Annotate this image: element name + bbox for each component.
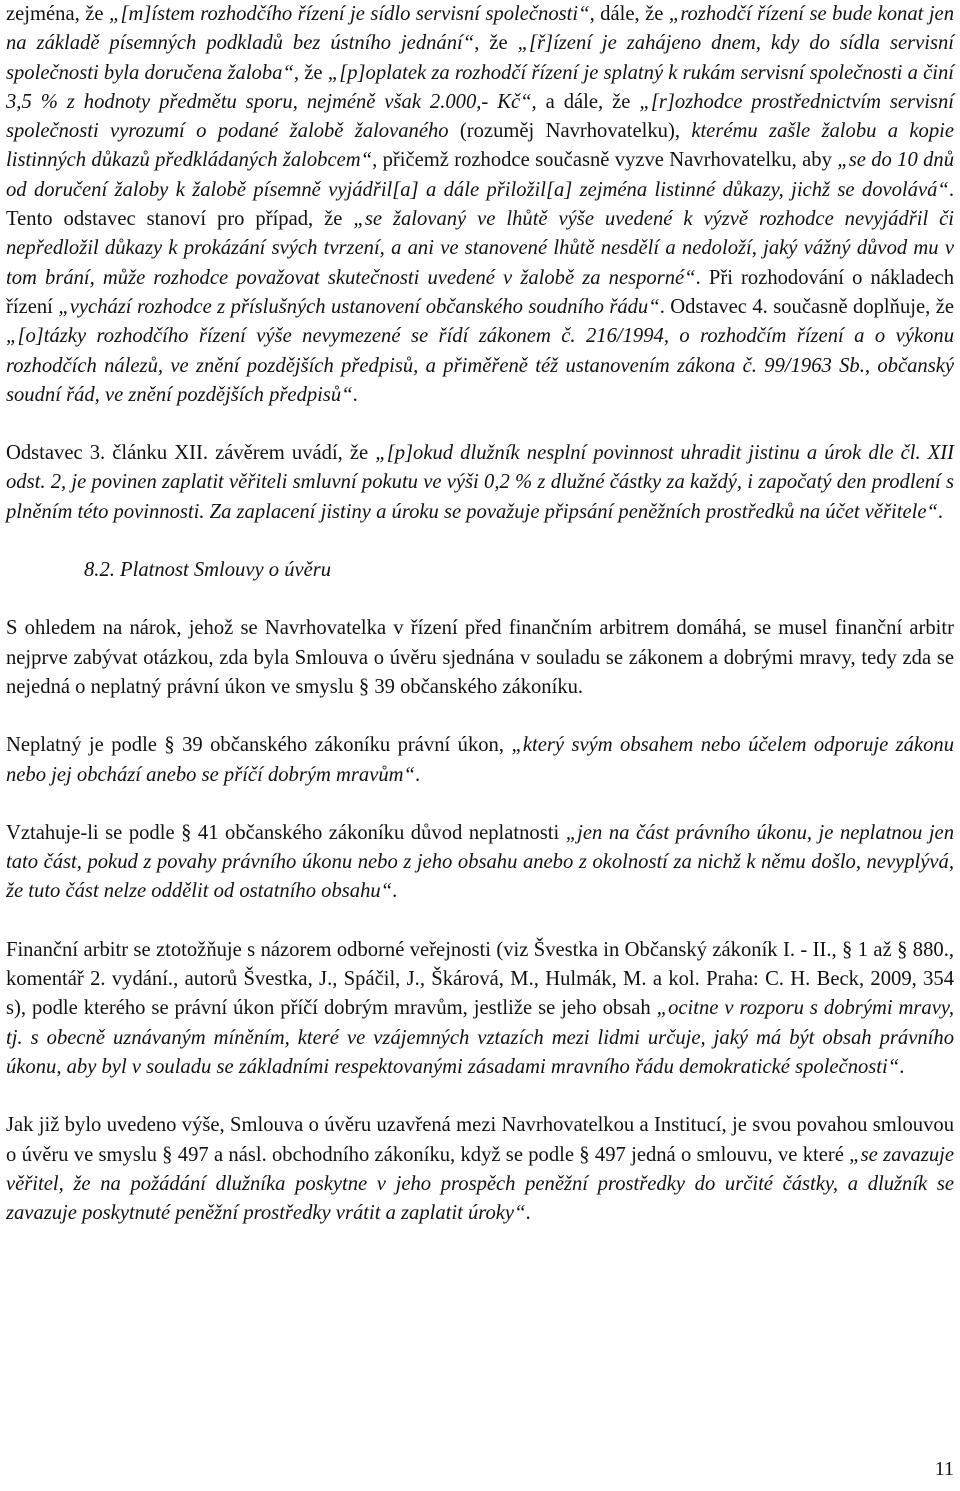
- body-text: Neplatný je podle § 39 občanského zákoníku právní úkon,: [6, 734, 512, 757]
- section-heading: 8.2. Platnost Smlouvy o úvěru: [84, 559, 332, 582]
- quoted-text: „se žalovaný ve lhůtě výše uvedené k výzvě rozhodce nevyjádřil či nepředložil důkazy k prokázání svých tvrzení, a ani ve stanovené lhůtě nesdělí a nedoloží, jaký vážný důvod mu v tom brání, může rozhodce považovat skutečnosti uvedené v žalobě za nesporné“: [6, 208, 954, 289]
- quoted-text: „se zavazuje věřitel, že na požádání dlužníka poskytne v jeho prospěch peněžní prostředky do určité částky, a dlužník se zavazuje poskytnuté peněžní prostředky vrátit a zaplatit úroky“: [6, 1143, 954, 1225]
- quoted-text: „[o]tázky rozhodčího řízení výše nevymezené se řídí zákonem č. 216/1994, o rozhodčím řízení a o výkonu rozhodčích nálezů, ve znění pozdějších předpisů, a přiměřeně též ustanovením zákona č. 99/1963 Sb., občanský soudní řád, ve znění pozdějších předpisů“: [6, 325, 954, 406]
- body-text: . Při rozhodování o nákladech řízení: [6, 266, 954, 318]
- body-text: .: [937, 500, 944, 523]
- body-text: . Tento odstavec stanoví pro případ, že: [6, 178, 954, 231]
- quoted-text: „vychází rozhodce z příslušných ustanovení občanského soudního řádu“: [58, 295, 660, 318]
- quoted-text: „[p]oplatek za rozhodčí řízení je splatný k rukám servisní společnosti a činí 3,5 % z hodnoty předmětu sporu, nejméně však 2.000,- Kč“: [6, 61, 954, 113]
- body-text: . Odstavec 4. současně doplňuje, že: [659, 295, 954, 318]
- quoted-text: „který svým obsahem nebo účelem odporuje zákonu nebo jej obchází anebo se příčí dobrým mravům“: [6, 734, 954, 786]
- quoted-text: „[r]ozhodce prostřednictvím servisní společnosti vyrozumí o podané žalobě žalovaného: [6, 90, 954, 143]
- quoted-text: „se do 10 dnů od doručení žaloby k žalobě písemně vyjádřil[a] a dále přiložil[a] zejména listinné důkazy, jichž se dovolává“: [6, 149, 954, 201]
- quoted-text: „ocitne v rozporu s dobrými mravy, tj. s obecně uznávaným míněním, které ve vzájemných vztazích mezi lidmi určuje, jaký má být obsah právního úkonu, aby byl v souladu se základními respektovanými zásadami mravního řádu demokratické společnosti“: [6, 997, 954, 1078]
- quoted-text: „[p]okud dlužník nesplní povinnost uhradit jistinu a úrok dle čl. XII odst. 2, je povinen zaplatit věřiteli smluvní pokutu ve výši 0,2 % z dlužné částky za každý, i započatý den prodlení s plněním této povinnosti. Za zaplacení jistiny a úroku se považuje připsání peněžních prostředků na účet věřitele“: [6, 442, 954, 523]
- document-page: [6, 0, 954, 1228]
- body-text: .: [392, 880, 398, 903]
- body-text: , že: [293, 61, 328, 84]
- quoted-text: kterému zašle žalobu a kopie listinných důkazů předkládaných žalobcem“: [6, 120, 954, 172]
- body-text: , že: [474, 32, 518, 55]
- quoted-text: „jen na část právního úkonu, je neplatnou jen tato část, pokud z povahy právního úkonu nebo z jeho obsahu anebo z okolností za nichž k němu došlo, nevyplývá, že tuto část nelze oddělit od ostatního obsahu“: [6, 821, 954, 903]
- paragraph-claim-assessment: [6, 614, 954, 702]
- paragraph-article-xii: [6, 439, 954, 527]
- quoted-text: „[m]ístem rozhodčího řízení je sídlo servisní společnosti“: [108, 3, 590, 25]
- body-text: Jak již bylo uvedeno výše, Smlouva o úvěru uzavřená mezi Navrhovatelkou a Institucí, je svou povahou smlouvou o úvěru ve smyslu § 497 a násl. obchodního zákoníku, když se podle § 497 jedná o smlouvu, ve které: [6, 1114, 954, 1166]
- paragraph-section-41: [6, 819, 954, 907]
- body-text: S ohledem na nárok, jehož se Navrhovatelka v řízení před finančním arbitrem domáhá, se musel finanční arbitr nejprve zabývat otázkou, zda byla Smlouva o úvěru sjednána v souladu se zákonem a dobrými mravy, tedy zda se nejedná o neplatný právní úkon ve smyslu § 39 občanského zákoníku.: [6, 617, 954, 698]
- body-text: , přičemž rozhodce současně vyzve Navrhovatelku, aby: [372, 149, 838, 172]
- body-text: , a dále, že: [531, 90, 640, 113]
- paragraph-section-39: [6, 731, 954, 790]
- body-text: Odstavec 3. článku XII. závěrem uvádí, že: [6, 442, 376, 465]
- body-text: (rozuměj Navrhovatelku),: [448, 120, 692, 143]
- body-text: Finanční arbitr se ztotožňuje s názorem odborné veřejnosti (viz Švestka in Občanský zákoník I. - II., § 1 až § 880., komentář 2. vydání., autorů Švestka, J., Spáčil, J., Škárová, M., Hulmák, M. a kol. Praha: C. H. Beck, 2009, 354 s), podle kterého se právní úkon příčí dobrým mravům, jestliže se jeho obsah: [6, 938, 954, 1020]
- quoted-text: „rozhodčí řízení se bude konat jen na základě písemných podkladů bez ústního jednání“: [6, 3, 954, 55]
- body-text: zejména, že: [6, 3, 109, 25]
- body-text: .: [525, 1202, 531, 1225]
- paragraph-good-morals: [6, 936, 954, 1082]
- body-text: Vztahuje-li se podle § 41 občanského zákoníku důvod neplatnosti: [6, 821, 566, 844]
- body-text: , dále, že: [589, 3, 669, 25]
- quoted-text: „[ř]ízení je zahájeno dnem, kdy do sídla servisní společnosti byla doručena žaloba“: [6, 32, 955, 84]
- body-text: .: [414, 763, 421, 786]
- paragraph-arbitration-terms: [6, 0, 954, 410]
- body-text: .: [352, 383, 358, 406]
- body-text: .: [899, 1055, 905, 1078]
- page-number: 11: [934, 1458, 954, 1480]
- paragraph-loan-agreement: [6, 1111, 954, 1228]
